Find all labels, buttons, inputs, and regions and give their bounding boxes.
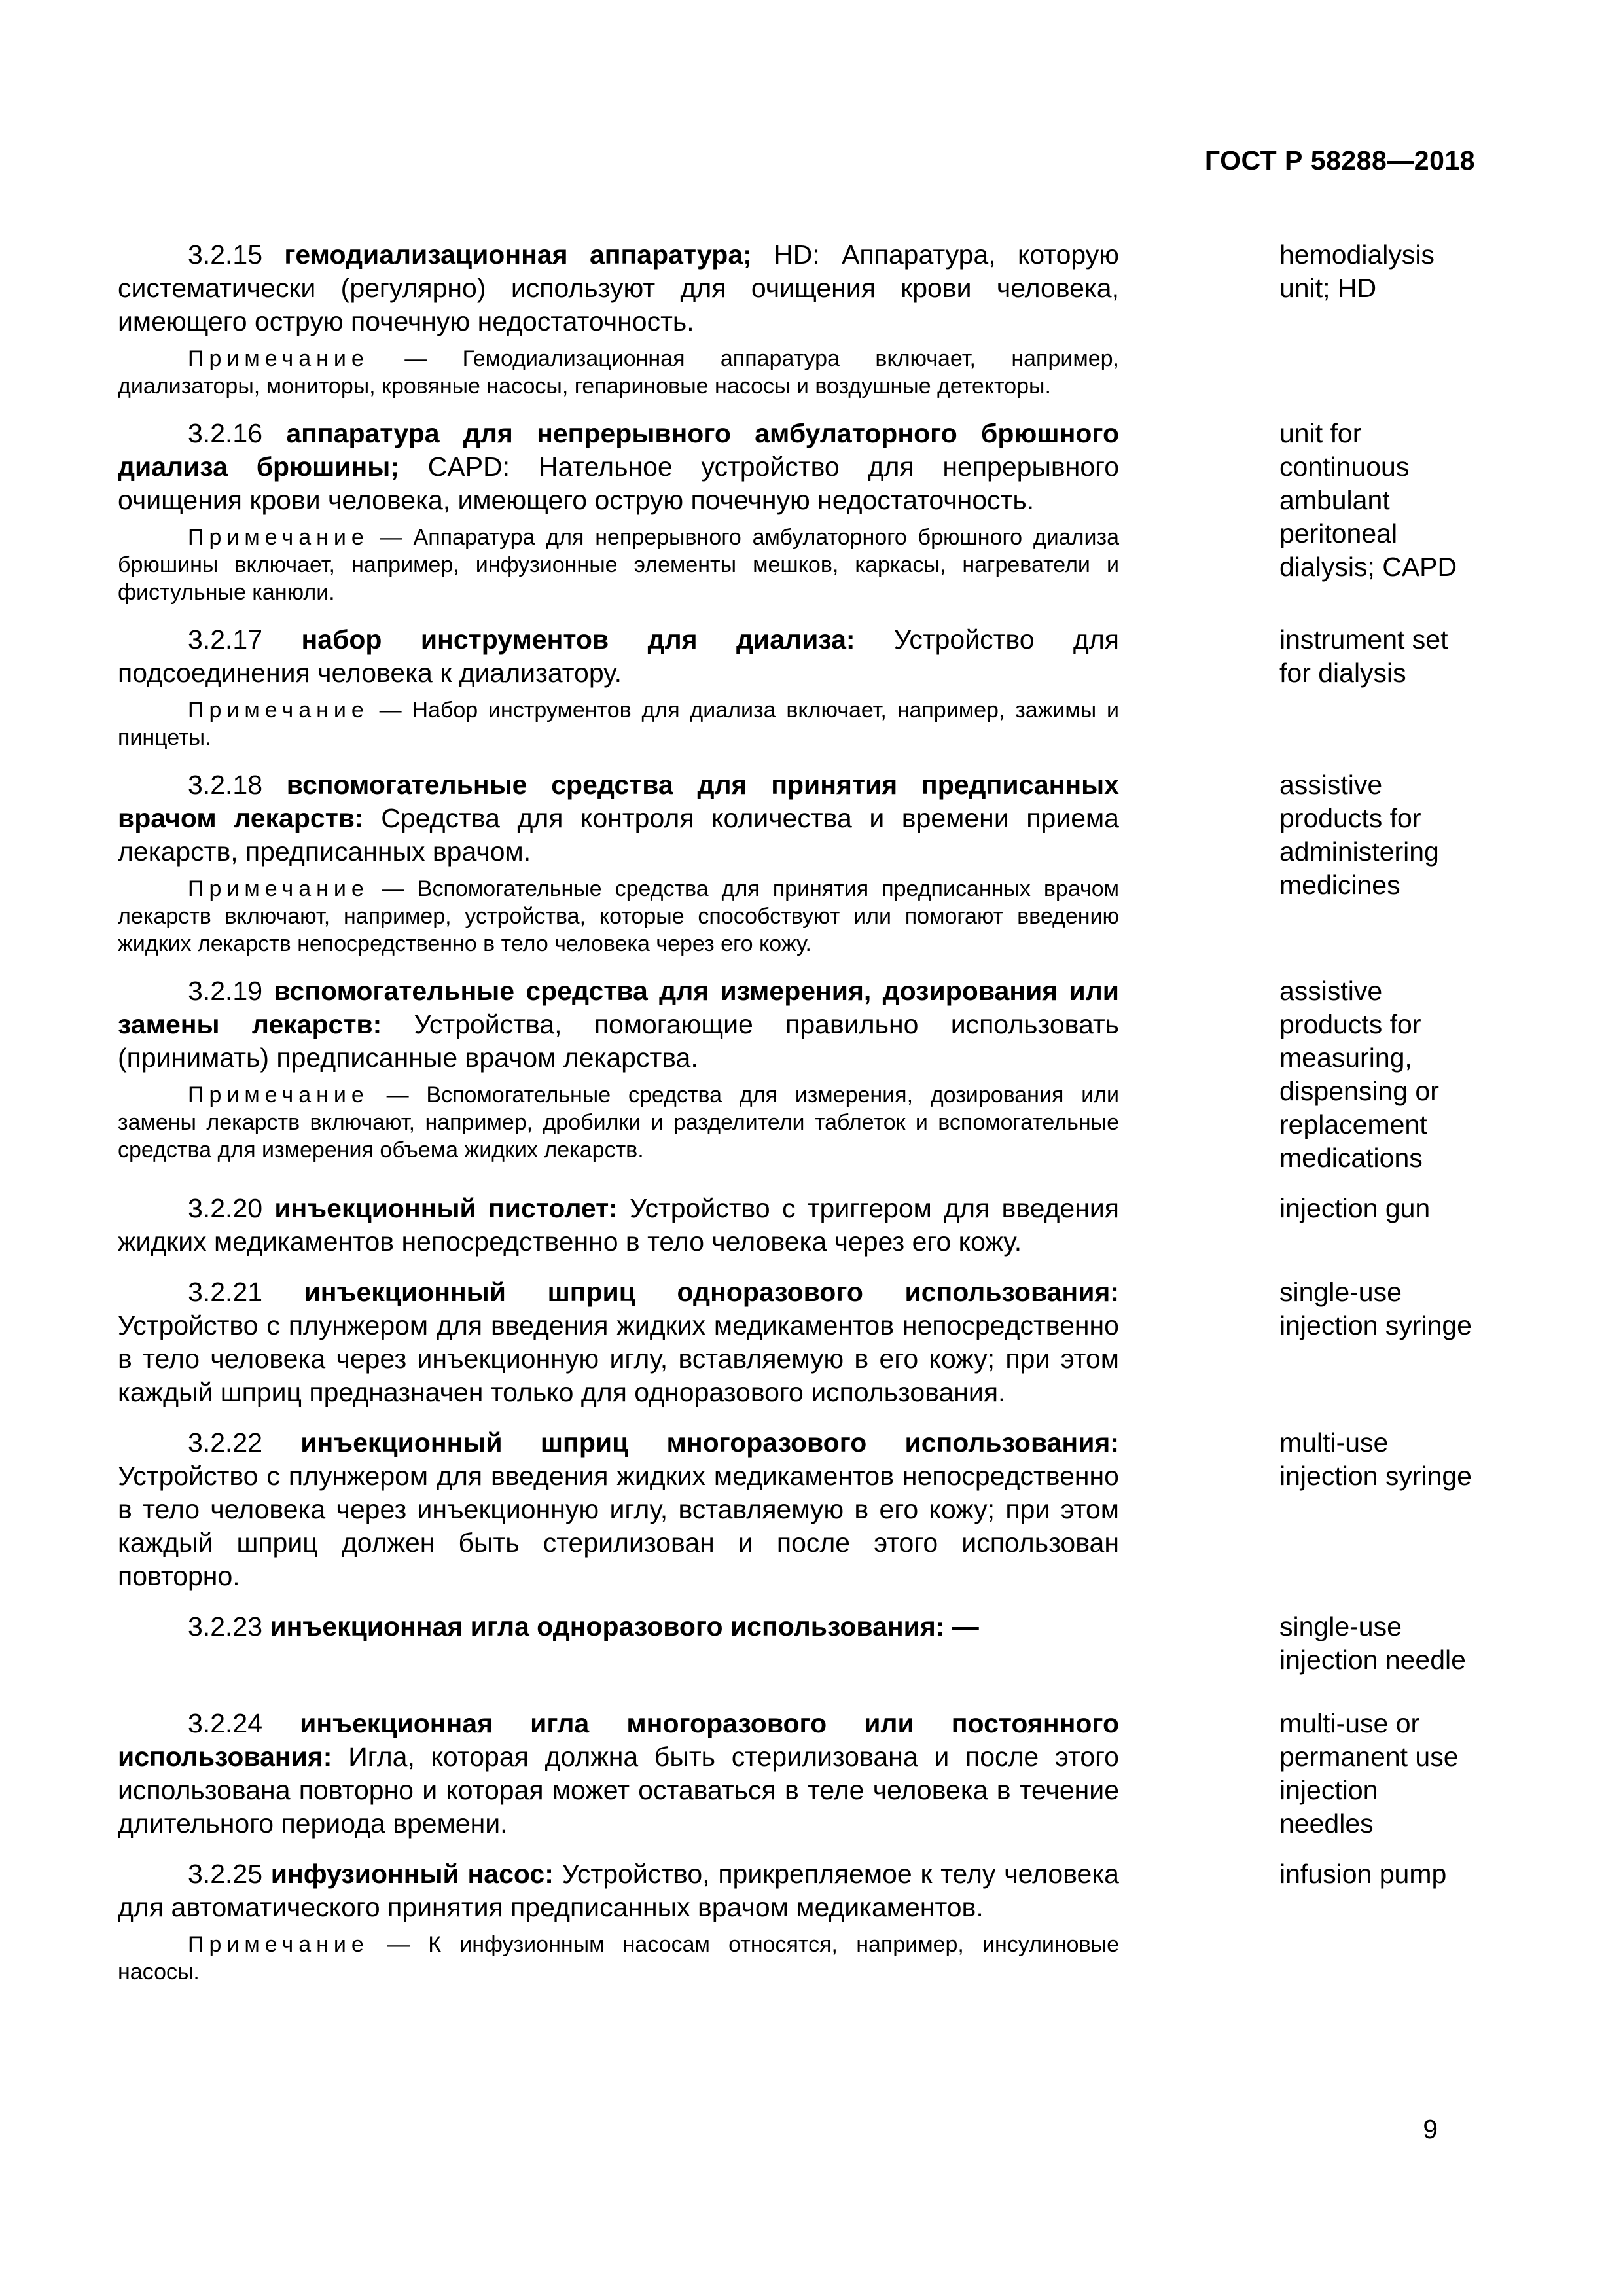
term-number: 3.2.18 [188, 770, 262, 800]
term-name: инъекционная игла одноразового использования: — [270, 1611, 979, 1641]
term-name: гемодиализационная аппаратура; [284, 240, 752, 270]
english-term: instrument set for dialysis [1279, 624, 1448, 688]
note-label: Примечание [188, 1932, 369, 1957]
term-entry-3-2-22 [118, 1426, 1476, 1593]
note-label: Примечание [188, 1083, 369, 1107]
term-number: 3.2.24 [188, 1708, 262, 1738]
term-number: 3.2.23 [188, 1611, 262, 1641]
english-term: hemodialysis unit; HD [1279, 240, 1435, 303]
term-name: инъекционный шприц одноразового использования: [304, 1277, 1119, 1307]
term-definition: Устройства, помогающие правильно использовать (принимать) предписанные врачом лекарства. [118, 1009, 1120, 1073]
term-definition: Средства для контроля количества и времени приема лекарств, предписанных врачом. [118, 803, 1119, 867]
term-number: 3.2.17 [188, 624, 262, 655]
term-definition: CAPD: Нательное устройство для непрерывного очищения крови человека, имеющего острую почечную недостаточность. [118, 452, 1119, 515]
english-term: assistive products for measuring, dispensing or replacement medications [1279, 976, 1439, 1173]
term-definition: Устройство, прикрепляемое к телу человека для автоматического принятия предписанных врачом медикаментов. [118, 1859, 1119, 1922]
page-number: 9 [1423, 2114, 1438, 2144]
term-number: 3.2.20 [188, 1193, 262, 1223]
term-definition: Игла, которая должна быть стерилизована и после этого использована повторно и которая может оставаться в теле человека в течение длительного периода времени. [118, 1742, 1119, 1839]
term-name: инъекционная игла многоразового или постоянного использования: [118, 1708, 1119, 1772]
note-text: — К инфузионным насосам относятся, например, инсулиновые насосы. [118, 1932, 1119, 1984]
term-entry-3-2-20 [118, 1192, 1476, 1259]
english-term: single-use injection needle [1279, 1611, 1466, 1675]
note-label: Примечание [188, 876, 369, 901]
term-definition: Устройство с триггером для введения жидких медикаментов непосредственно в тело человека через его кожу. [118, 1193, 1119, 1257]
term-entry-3-2-21 [118, 1276, 1476, 1409]
term-entry-3-2-25 [118, 1857, 1476, 1986]
note-label: Примечание [188, 525, 369, 550]
term-definition: HD: Аппаратура, которую систематически (регулярно) используют для очищения крови человека, имеющего острую почечную недостаточность. [118, 240, 1119, 336]
term-name: инъекционный пистолет: [274, 1193, 618, 1223]
term-number: 3.2.15 [188, 240, 262, 270]
term-number: 3.2.22 [188, 1427, 262, 1458]
english-term: multi-use injection syringe [1279, 1427, 1472, 1491]
note-text: — Набор инструментов для диализа включает, например, зажимы и пинцеты. [118, 698, 1120, 750]
standard-code-header: ГОСТ Р 58288—2018 [1204, 145, 1475, 175]
english-term: assistive products for administering medicines [1279, 770, 1439, 900]
note-label: Примечание [188, 698, 369, 723]
term-name: вспомогательные средства для принятия предписанных врачом лекарств: [118, 770, 1119, 833]
english-term: multi-use or permanent use injection needles [1279, 1708, 1459, 1839]
term-number: 3.2.16 [188, 418, 262, 448]
term-definition: Устройство для подсоединения человека к диализатору. [118, 624, 1119, 688]
english-term: infusion pump [1279, 1859, 1447, 1889]
note-text: — Вспомогательные средства для измерения, дозирования или замены лекарств включают, например, дробилки и разделители таблеток и вспомогательные средства для измерения объема жидких лекарств. [118, 1083, 1119, 1162]
english-term: injection gun [1279, 1193, 1431, 1223]
term-number: 3.2.25 [188, 1859, 262, 1889]
term-entry-3-2-16 [118, 417, 1476, 606]
english-term: unit for continuous ambulant peritoneal dialysis; CAPD [1279, 418, 1457, 582]
term-definition: Устройство с плунжером для введения жидких медикаментов непосредственно в тело человека через инъекционную иглу, вставляемую в его кожу; при этом каждый шприц должен быть стерилизован и после этого использован повторно. [118, 1461, 1119, 1591]
note-text: — Гемодиализационная аппаратура включает, например, диализаторы, мониторы, кровяные насосы, гепариновые насосы и воздушные детекторы. [118, 346, 1119, 399]
term-name: набор инструментов для диализа: [301, 624, 855, 655]
term-name: инъекционный шприц многоразового использования: [300, 1427, 1119, 1458]
note-text: — Вспомогательные средства для принятия предписанных врачом лекарств включают, например, устройства, которые способствуют или помогают введению жидких лекарств непосредственно в тело человека через его кожу. [118, 876, 1119, 956]
english-term: single-use injection syringe [1279, 1277, 1472, 1340]
term-definition: Устройство с плунжером для введения жидких медикаментов непосредственно в тело человека через инъекционную иглу, вставляемую в его кожу; при этом каждый шприц предназначен только для одноразового использования. [118, 1310, 1119, 1407]
term-name: аппаратура для непрерывного амбулаторного брюшного диализа брюшины; [118, 418, 1119, 482]
terms-list [118, 238, 1476, 2003]
note-text: — Аппаратура для непрерывного амбулаторного брюшного диализа брюшины включает, например, инфузионные элементы мешков, каркасы, нагреватели и фистульные канюли. [118, 525, 1119, 605]
term-entry-3-2-24 [118, 1707, 1476, 1840]
term-entry-3-2-18 [118, 768, 1476, 958]
term-entry-3-2-23 [118, 1610, 1476, 1677]
term-name: вспомогательные средства для измерения, дозирования или замены лекарств: [118, 976, 1119, 1039]
term-number: 3.2.19 [188, 976, 262, 1006]
term-entry-3-2-15 [118, 238, 1476, 400]
term-number: 3.2.21 [188, 1277, 262, 1307]
term-entry-3-2-17 [118, 623, 1476, 751]
term-entry-3-2-19 [118, 975, 1476, 1175]
term-name: инфузионный насос: [270, 1859, 554, 1889]
note-label: Примечание [188, 346, 369, 371]
